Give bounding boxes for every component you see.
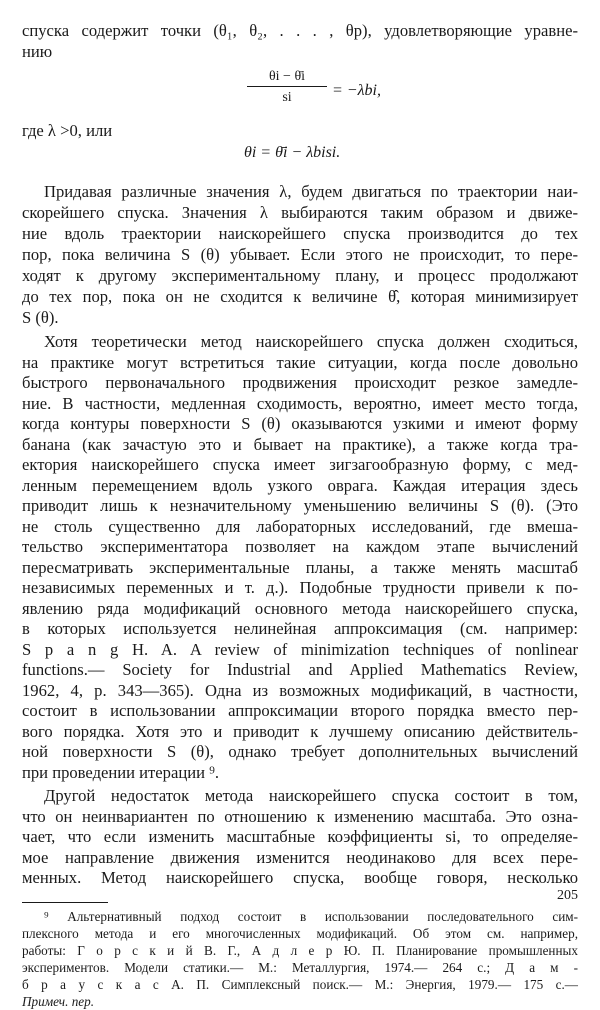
text-line: когда контуры поверхности S (θ) оказываются узкими и имеют форму	[22, 414, 578, 433]
text-line: тельство экспериментатора позволяет на каждом этапе вычислений	[22, 537, 578, 556]
equation-1-rhs: = −λbi,	[332, 82, 381, 99]
text-line: Другой недостаток метода наискорейшего спуска состоит в том,	[44, 786, 578, 805]
text-line: 1962, 4, p. 343—365). Одна из возможных модификаций, в частности,	[22, 680, 578, 700]
equation-2: θi = θ̄i − λbisi.	[244, 144, 341, 161]
text-line: не столь существенно для лабораторных исследований, где вмеша-	[22, 516, 578, 536]
footnote-line: экспериментов. Модели статики.— М.: Металлургия, 1974.— 264 с.; Д а м -	[22, 959, 578, 975]
footnote-line: ⁹ Альтернативный подход состоит в использовании последовательного сим-	[44, 908, 578, 924]
text-line: спуска содержит точки (θ₁, θ₂, . . . , θp), удовлетворяющие уравне-	[22, 21, 578, 40]
footnote-rule	[22, 902, 108, 903]
text-line: скорейшего спуска. Значения λ выбираются таким образом и движе-	[22, 203, 578, 222]
text-line: менных. Метод наискорейшего спуска, вообще говоря, несколько	[22, 868, 578, 887]
text-line: в которых используется нелинейная аппроксимация (см. например:	[22, 619, 578, 638]
text-line: на практике могут встретиться такие ситуации, когда после довольно	[22, 352, 578, 372]
text-line: вого порядка. Хотя это и приводит к лучшему описанию действитель-	[22, 721, 578, 741]
text-line: независимых переменных и т. д.). Подобные трудности привели к по-	[22, 578, 578, 597]
footnote-line: плексного метода и его многочисленных модификаций. Об этом см. например,	[22, 925, 578, 941]
text-line: пересматривать экспериментальные планы, а также менять масштаб	[22, 557, 578, 577]
text-line: явлению ряда модификаций основного метода наискорейшего спуска,	[22, 598, 578, 618]
text-line: до тех пор, пока он не сходится к величине θ̂, которая минимизирует	[22, 287, 578, 306]
text-line: Придавая различные значения λ, будем двигаться по траектории наи-	[44, 182, 578, 201]
lower-page-block	[22, 20, 578, 1009]
footnote-line: работы: Г о р с к и й В. Г., А д л е р Ю. П. Планирование промышленных	[22, 942, 578, 958]
text-line: что он неинвариантен по отношению к изменению масштаба. Это озна-	[22, 806, 578, 826]
text-line: ленным перемещением вдоль узкого оврага. Каждая итерация здесь	[22, 475, 578, 495]
text-line: ние. В частности, медленная сходимость, вероятно, имеет место тогда,	[22, 393, 578, 413]
text-line: S (θ).	[22, 308, 59, 327]
footnote-line: б р а у с к а с А. П. Симплексный поиск.— М.: Энергия, 1979.— 175 с.—	[22, 976, 578, 992]
text-line: пор, пока величина S (θ) убывает. Если этого не происходит, то пере-	[22, 245, 578, 264]
text-line: быстрого первоначального продвижения происходит резкое замедле-	[22, 373, 578, 392]
text-line: S p a n g H. A. A review of minimization techniques of nonlinear	[22, 639, 578, 659]
text-line: приводит лишь к незначительному уменьшению величины S (θ). (Это	[22, 496, 578, 515]
text-line: состоит в использовании аппроксимации второго порядка вместо пер-	[22, 701, 578, 720]
text-line: ние вдоль траектории наискорейшего спуска производится до тех	[22, 224, 578, 243]
equation-1-denominator: si	[282, 90, 292, 105]
text-line: ной поверхности S (θ), однако требует дополнительных вычислений	[22, 742, 578, 761]
text-line: чает, что если изменить масштабные коэффициенты si, то определяе-	[22, 827, 578, 846]
text-line: мое направление движения изменится неодинаково для всех пере-	[22, 847, 578, 867]
text-line: functions.— Society for Industrial and Applied Mathematics Review,	[22, 660, 578, 679]
text-line: нию	[22, 42, 53, 61]
text-line: ектория наискорейшего спуска имеет зигзагообразную форму, с мед-	[22, 455, 578, 474]
text-line: банана (как зачастую это и бывает на практике), а также когда тра-	[22, 434, 578, 454]
text-line: где λ >0, или	[22, 121, 113, 140]
footnote-line: Примеч. пер.	[22, 993, 95, 1009]
text-line: Хотя теоретически метод наискорейшего спуска должен сходиться,	[44, 332, 578, 351]
page-number: 205	[557, 888, 578, 903]
text-line: ходят к другому экспериментальному плану, и процесс продолжают	[22, 266, 578, 285]
equation-1-numerator: θi − θ̄i	[268, 69, 306, 84]
text-line: при проведении итерации ⁹.	[22, 762, 220, 782]
